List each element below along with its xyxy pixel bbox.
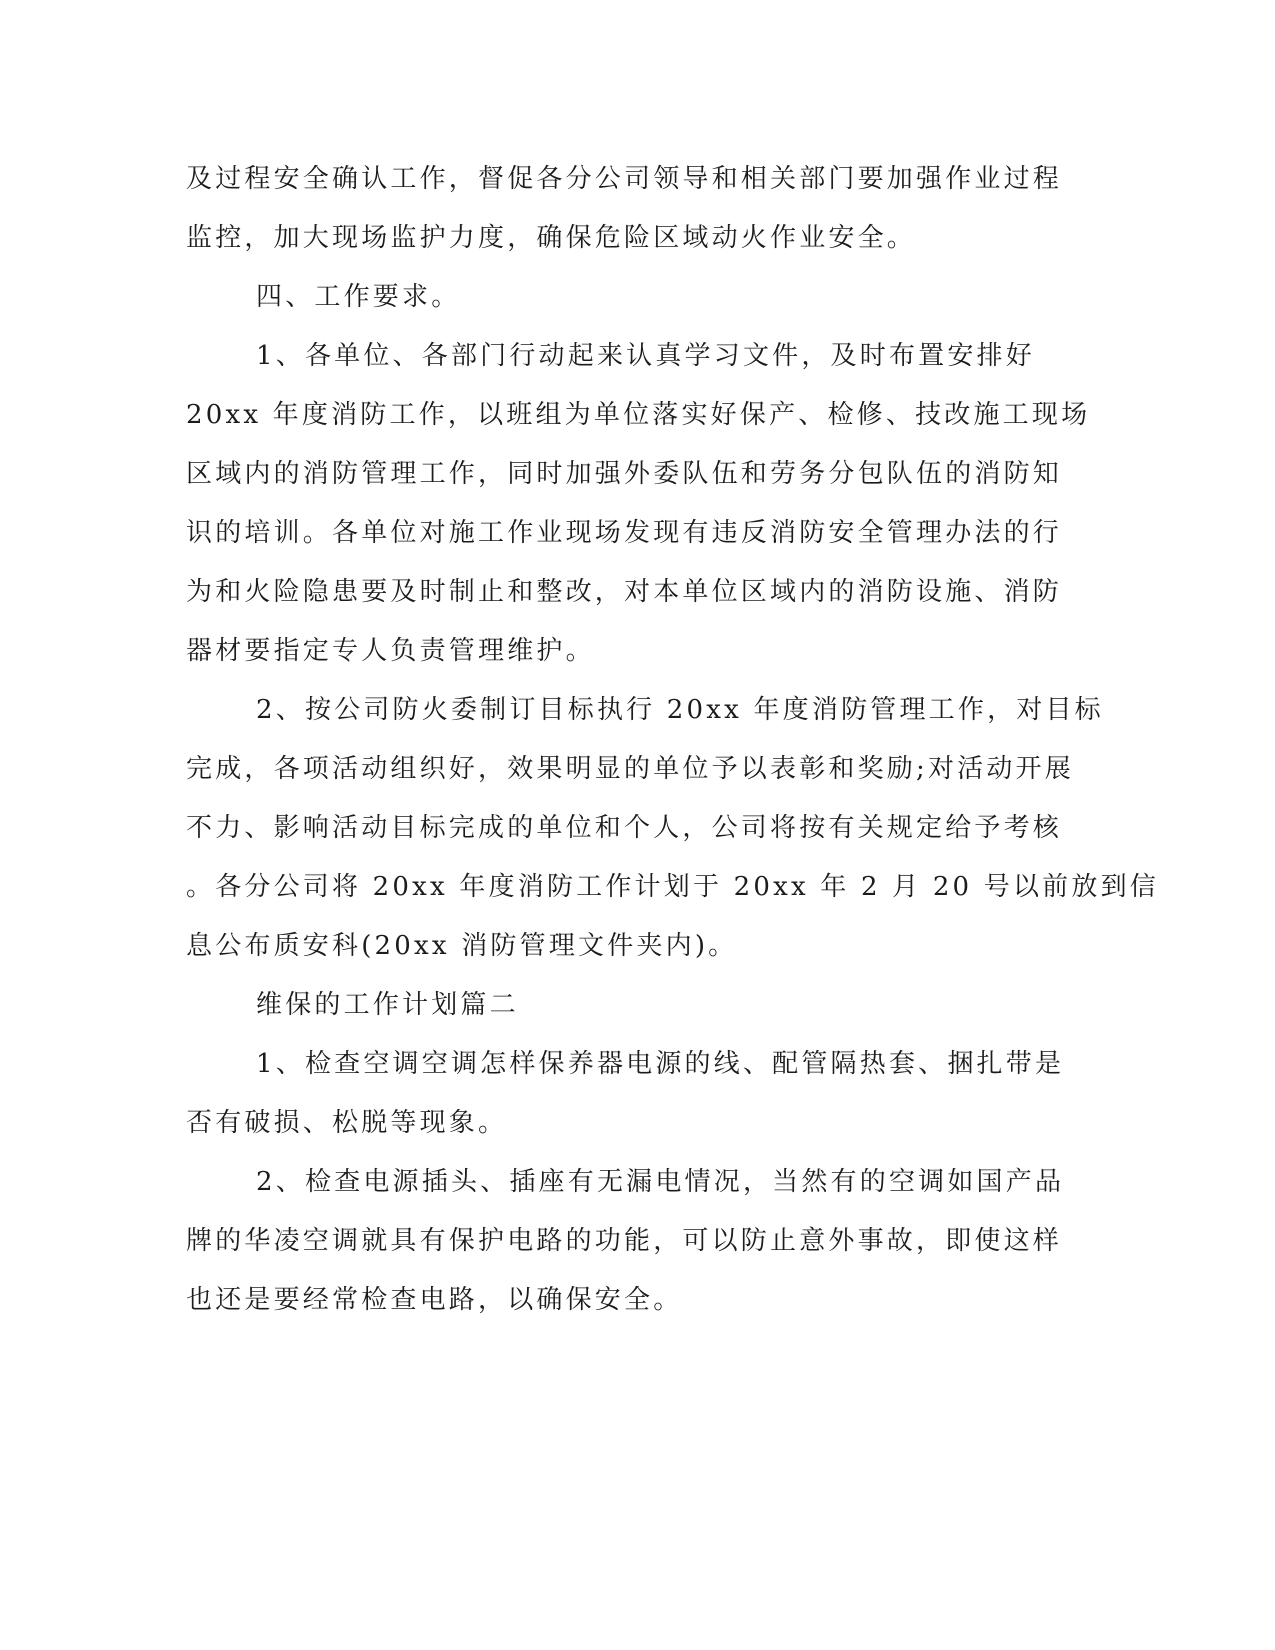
paragraph-line: 也还是要经常检查电路，以确保安全。: [186, 1285, 683, 1315]
paragraph-line: 完成，各项活动组织好，效果明显的单位予以表彰和奖励;对活动开展: [186, 754, 1074, 784]
paragraph-line: 1、检查空调空调怎样保养器电源的线、配管隔热套、捆扎带是: [256, 1049, 1065, 1079]
paragraph-line: 区域内的消防管理工作，同时加强外委队伍和劳务分包队伍的消防知: [186, 459, 1063, 489]
paragraph-line: 器材要指定专人负责管理维护。: [186, 636, 595, 666]
paragraph-line: 识的培训。各单位对施工作业现场发现有违反消防安全管理办法的行: [186, 518, 1063, 548]
paragraph-line: 2、检查电源插头、插座有无漏电情况，当然有的空调如国产品: [256, 1167, 1065, 1197]
section-heading: 维保的工作计划篇二: [256, 990, 519, 1020]
paragraph-line: 监控，加大现场监护力度，确保危险区域动火作业安全。: [186, 223, 917, 253]
paragraph-line: 牌的华凌空调就具有保护电路的功能，可以防止意外事故，即使这样: [186, 1226, 1063, 1256]
paragraph-line: 20xx 年度消防工作，以班组为单位落实好保产、检修、技改施工现场: [186, 400, 1091, 430]
paragraph-line: 否有破损、松脱等现象。: [186, 1108, 508, 1138]
paragraph-line: 息公布质安科(20xx 消防管理文件夹内)。: [186, 931, 738, 961]
paragraph-line: 1、各单位、各部门行动起来认真学习文件，及时布置安排好: [256, 341, 1035, 371]
paragraph-line: 及过程安全确认工作，督促各分公司领导和相关部门要加强作业过程: [186, 164, 1063, 194]
paragraph-line: 为和火险隐患要及时制止和整改，对本单位区域内的消防设施、消防: [186, 577, 1063, 607]
paragraph-line: 不力、影响活动目标完成的单位和个人，公司将按有关规定给予考核: [186, 813, 1063, 843]
paragraph-line: 。各分公司将 20xx 年度消防工作计划于 20xx 年 2 月 20 号以前放到信: [186, 872, 1159, 902]
section-heading: 四、工作要求。: [256, 282, 461, 312]
paragraph-line: 2、按公司防火委制订目标执行 20xx 年度消防管理工作，对目标: [256, 695, 1104, 725]
